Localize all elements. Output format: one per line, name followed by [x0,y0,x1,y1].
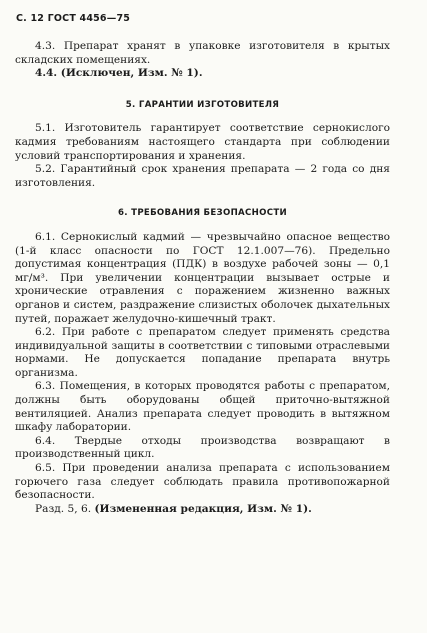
amendment-note-prefix: Разд. 5, 6. [35,502,95,515]
page-header: С. 12 ГОСТ 4456—75 [16,13,131,24]
document-body [15,40,390,516]
amendment-note-bold: (Измененная редакция, Изм. № 1). [94,502,312,515]
paragraph-4-4: 4.4. (Исключен, Изм. № 1). [35,67,203,80]
paragraph-6-2: 6.2. При работе с препаратом следует применять средства индивидуальной защиты в соответствии с типовыми отраслевыми нормами. Не допускается попадание препарата внутрь организма. [15,326,390,379]
section-6-heading: 6. ТРЕБОВАНИЯ БЕЗОПАСНОСТИ [118,208,287,219]
paragraph-6-5: 6.5. При проведении анализа препарата с использованием горючего газа следует соблюдать правила противопожарной безопасности. [15,462,390,502]
paragraph-4-3: 4.3. Препарат хранят в упаковке изготовителя в крытых складских помещениях. [15,40,390,66]
amendment-note [15,503,390,517]
paragraph-6-1: 6.1. Сернокислый кадмий — чрезвычайно опасное вещество (1-й класс опасности по ГОСТ 12.1.007—76). Предельно допустимая концентрация (ПДК) в воздухе рабочей зоны — 0,1 мг/м³. При увеличении концентрации вызывает острые и хронические отравления с поражением жизненно важных органов и систем, раздражение слизистых оболочек дыхательных путей, поражает желудочно-кишечный тракт. [15,230,390,325]
paragraph-6-3: 6.3. Помещения, в которых проводятся работы с препаратом, должны быть оборудованы общей приточно-вытяжной вентиляцией. Анализ препарата следует проводить в вытяжном шкафу лаборатории. [15,380,390,434]
section-5-heading: 5. ГАРАНТИИ ИЗГОТОВИТЕЛЯ [125,99,280,110]
paragraph-5-1: 5.1. Изготовитель гарантирует соответствие сернокислого кадмия требованиям настоящего стандарта при соблюдении условий транспортирования и хранения. [15,122,390,162]
paragraph-5-2: 5.2. Гарантийный срок хранения препарата — 2 года со дня изготовления. [15,163,390,189]
paragraph-6-4: 6.4. Твердые отходы производства возвращают в производственный цикл. [15,434,390,461]
